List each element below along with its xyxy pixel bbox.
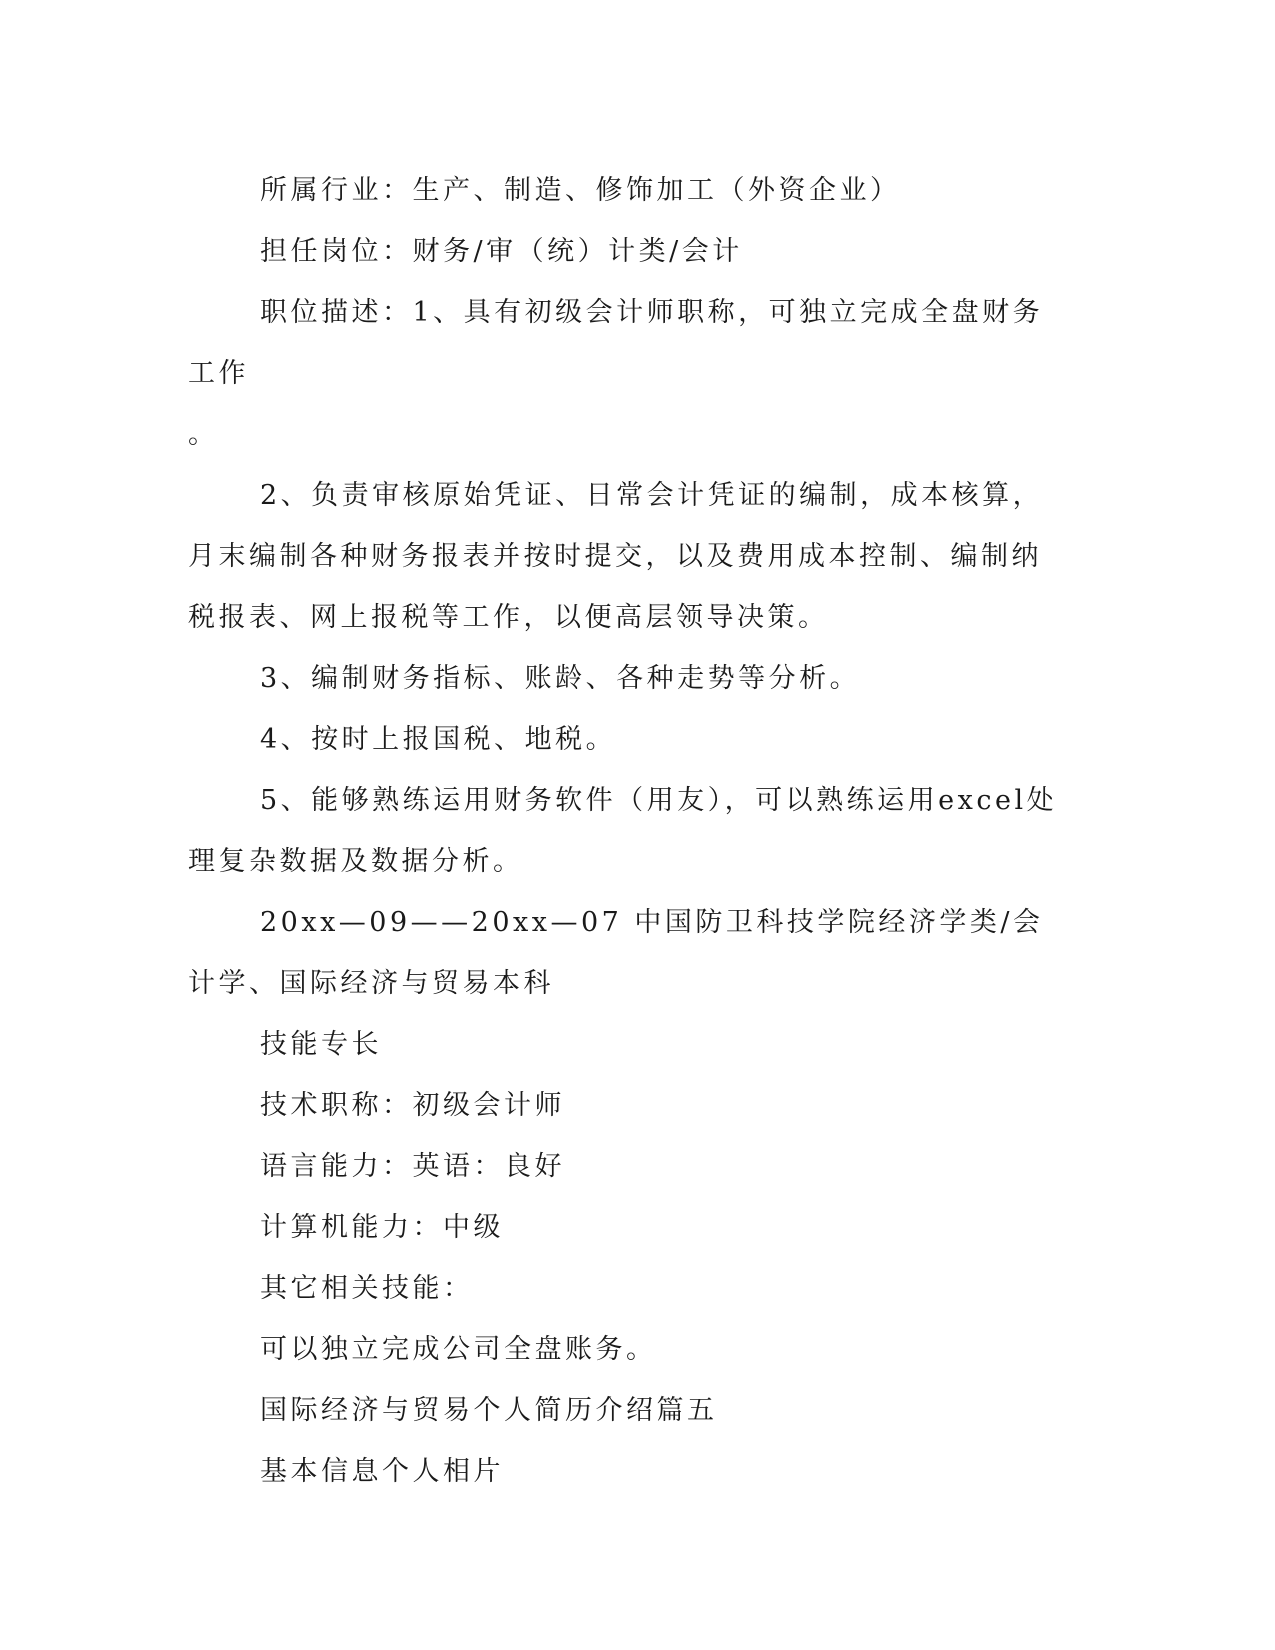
job-description-item-4: 4、按时上报国税、地税。	[260, 724, 617, 755]
basic-info-line: 基本信息个人相片	[260, 1456, 504, 1487]
document-body	[188, 160, 1068, 1502]
job-description-item-1: 职位描述：1、具有初级会计师职称，可独立完成全盘财务工作	[188, 297, 1044, 389]
job-description-item-1-tail: 。	[188, 419, 219, 450]
skills-heading: 技能专长	[260, 1029, 382, 1060]
computer-ability-line: 计算机能力：中级	[260, 1212, 504, 1243]
job-description-item-5: 5、能够熟练运用财务软件（用友），可以熟练运用excel处理复杂数据及数据分析。	[188, 785, 1058, 877]
job-description-item-2: 2、负责审核原始凭证、日常会计凭证的编制，成本核算，月末编制各种财务报表并按时提交，以及费用成本控制、编制纳税报表、网上报税等工作，以便高层领导决策。	[188, 480, 1044, 633]
other-skills-label: 其它相关技能：	[260, 1273, 474, 1304]
education-line: 20xx—09——20xx—07 中国防卫科技学院经济学类/会计学、国际经济与贸易本科	[188, 907, 1044, 999]
professional-title-line: 技术职称：初级会计师	[260, 1090, 565, 1121]
position-line: 担任岗位：财务/审（统）计类/会计	[260, 236, 743, 267]
section-title: 国际经济与贸易个人简历介绍篇五	[260, 1395, 718, 1426]
industry-line: 所属行业：生产、制造、修饰加工（外资企业）	[260, 175, 901, 206]
language-ability-line: 语言能力：英语：良好	[260, 1151, 565, 1182]
other-skills-detail: 可以独立完成公司全盘账务。	[260, 1334, 657, 1365]
job-description-item-3: 3、编制财务指标、账龄、各种走势等分析。	[260, 663, 861, 694]
